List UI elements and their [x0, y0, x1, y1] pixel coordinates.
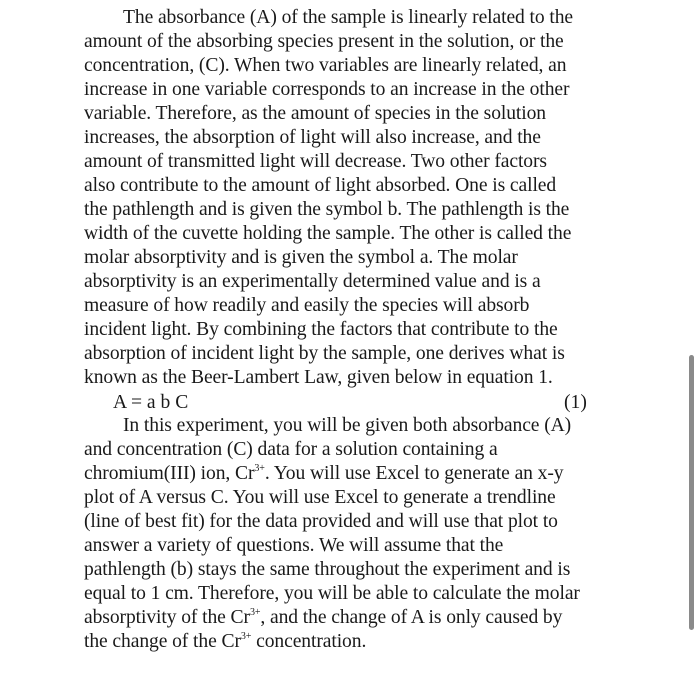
chromium-ion-text: chromium(III) ion, Cr [84, 463, 255, 484]
paragraph-2-line-10 [84, 630, 366, 654]
beer-lambert-equation: A = a b C [113, 392, 189, 413]
paragraph-1-line-1: The absorbance (A) of the sample is linearly related to the [123, 7, 574, 28]
paragraph-1-line-15: absorption of incident light by the sample, one derives what is [84, 343, 565, 364]
paragraph-2-line-9 [84, 606, 562, 630]
paragraph-1-line-13: measure of how readily and easily the species will absorb [84, 295, 530, 316]
vertical-scrollbar[interactable] [689, 355, 694, 630]
paragraph-2-line-3 [84, 462, 564, 486]
paragraph-2-line-2: and concentration (C) data for a solution containing a [84, 439, 498, 460]
paragraph-1-line-5: variable. Therefore, as the amount of species in the solution [84, 103, 547, 124]
paragraph-1-line-16: known as the Beer-Lambert Law, given below in equation 1. [84, 367, 553, 388]
paragraph-1-line-7: amount of transmitted light will decrease. Two other factors [84, 151, 547, 172]
paragraph-1-line-6: increases, the absorption of light will also increase, and the [84, 127, 541, 148]
charge-superscript: 3+ [240, 631, 252, 642]
paragraph-2-line-6: answer a variety of questions. We will assume that the [84, 535, 504, 556]
charge-superscript: 3+ [254, 463, 265, 474]
paragraph-1-line-3: concentration, (C). When two variables are linearly related, an [84, 55, 567, 76]
paragraph-1-line-10: width of the cuvette holding the sample. The other is called the [84, 223, 572, 244]
equation-number: (1) [564, 392, 587, 413]
concentration-text: the change of the Cr [84, 631, 241, 652]
paragraph-2-line-8: equal to 1 cm. Therefore, you will be able to calculate the molar [84, 583, 580, 604]
paragraph-1-line-11: molar absorptivity and is given the symbol a. The molar [84, 247, 518, 268]
charge-superscript: 3+ [249, 607, 261, 618]
paragraph-2-line-4: plot of A versus C. You will use Excel to generate a trendline [84, 487, 556, 508]
paragraph-2-line-7: pathlength (b) stays the same throughout the experiment and is [84, 559, 571, 580]
paragraph-2-line-5: (line of best fit) for the data provided and will use that plot to [84, 511, 558, 532]
paragraph-1-line-2: amount of the absorbing species present in the solution, or the [84, 31, 564, 52]
paragraph-2-line-9-rest: , and the change of A is only caused by [260, 607, 563, 628]
paragraph-2-line-10-rest: concentration. [251, 631, 367, 652]
absorptivity-text: absorptivity of the Cr [84, 607, 250, 628]
paragraph-2-line-3-rest: . You will use Excel to generate an x-y [264, 463, 564, 484]
paragraph-1-line-14: incident light. By combining the factors that contribute to the [84, 319, 558, 340]
paragraph-1-line-8: also contribute to the amount of light absorbed. One is called [84, 175, 557, 196]
paragraph-2-line-1: In this experiment, you will be given both absorbance (A) [123, 415, 572, 436]
paragraph-1-line-9: the pathlength and is given the symbol b. The pathlength is the [84, 199, 570, 220]
paragraph-1-line-4: increase in one variable corresponds to an increase in the other [84, 79, 570, 100]
paragraph-1-line-12: absorptivity is an experimentally determined value and is a [84, 271, 541, 292]
